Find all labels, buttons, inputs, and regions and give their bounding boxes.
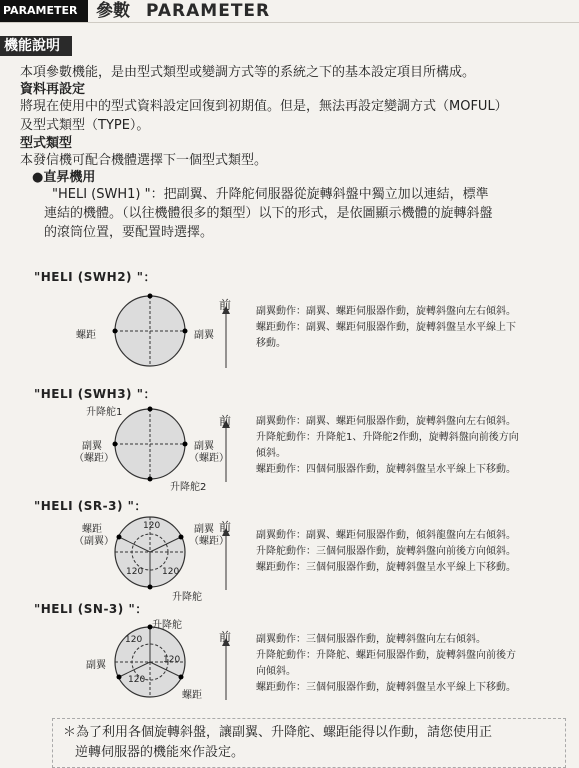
sn3-desc-3: 向傾斜。 (256, 666, 296, 677)
label-pitch-left: （螺距） (74, 453, 114, 464)
label-angle: 120 (163, 655, 181, 665)
sr3-desc-3: 螺距動作：三個伺服器作動，旋轉斜盤呈水平線上下移動。 (256, 562, 516, 573)
sn3-desc-4: 螺距動作：三個伺服器作動，旋轉斜盤呈水平線上下移動。 (256, 682, 516, 693)
sr3-title: "HELI (SR-3) "： (34, 499, 147, 513)
label-aileron-right: 副翼 (194, 441, 214, 452)
label-angle: 120 (125, 635, 143, 645)
model-type-text: 本發信機可配合機體選擇下一個型式類型。 (20, 153, 268, 168)
note-box (52, 718, 566, 768)
heli-text-3: 的滾筒位置，要配置時選擇。 (44, 225, 214, 240)
sr3-desc-2: 升降舵動作：三個伺服器作動，旋轉斜盤向前後方向傾斜。 (256, 546, 516, 557)
swh3-desc-3: 傾斜。 (256, 448, 286, 459)
swh2-desc-1: 副翼動作：副翼、螺距伺服器作動，旋轉斜盤向左右傾斜。 (256, 306, 516, 317)
swh2-desc-2: 螺距動作：副翼、螺距伺服器作動，旋轉斜盤呈水平線上下 (256, 322, 516, 333)
label-pitch: 螺距 (182, 690, 202, 701)
label-elevator: 升降舵 (172, 592, 202, 603)
reset-text-2: 及型式類型（TYPE）。 (20, 118, 150, 133)
label-front: 前 (219, 520, 232, 534)
swh2-title: "HELI (SWH2) "： (34, 270, 156, 284)
note-line-2: 逆轉伺服器的機能來作設定。 (75, 745, 245, 760)
sn3-desc-2: 升降舵動作：升降舵、螺距伺服器作動，旋轉斜盤向前後方 (256, 650, 516, 661)
page-header (0, 0, 579, 23)
label-aileron-left: （副翼） (74, 536, 114, 547)
heli-text-2: 連結的機體。（以往機體很多的類型）以下的形式，是依圖顯示機體的旋轉斜盤 (44, 206, 493, 221)
label-elevator: 升降舵 (152, 620, 182, 631)
swh3-desc-1: 副翼動作：副翼、螺距伺服器作動，旋轉斜盤向左右傾斜。 (256, 416, 516, 427)
header-tag: PARAMETER (0, 0, 88, 22)
servo-pitch (113, 329, 118, 334)
servo-aileron (183, 329, 188, 334)
label-elevator2: 升降舵2 (170, 482, 207, 493)
header-title-zh: 參數 (96, 1, 130, 21)
label-angle: 120 (126, 567, 144, 577)
swh3-desc-2: 升降舵動作：升降舵1、升降舵2作動，旋轉斜盤向前後方向 (256, 432, 519, 443)
label-pitch-right: （螺距） (189, 536, 229, 547)
note-line-1: ＊為了利用各個旋轉斜盤，讓副翼、升降舵、螺距能得以作動，請您使用正 (63, 725, 493, 740)
heli-heading: ●直昇機用 (32, 170, 96, 185)
sr3-desc-1: 副翼動作：副翼、螺距伺服器作動，傾斜龍盤向左右傾斜。 (256, 530, 516, 541)
label-aileron: 副翼 (86, 660, 106, 671)
label-aileron-right: 副翼 (194, 524, 214, 535)
swh3-desc-4: 螺距動作：四個伺服器作動，旋轉斜盤呈水平線上下移動。 (256, 464, 516, 475)
reset-heading: 資料再設定 (20, 82, 86, 97)
label-elevator1: 升降舵1 (86, 407, 123, 418)
swh2-desc-3: 移動。 (256, 338, 286, 349)
label-angle: 120 (128, 675, 146, 685)
swh3-title: "HELI (SWH3) "： (34, 387, 156, 401)
label-pitch-right: （螺距） (189, 453, 229, 464)
label-front: 前 (219, 298, 232, 312)
sn3-desc-1: 副翼動作：三個伺服器作動，旋轉斜盤向左右傾斜。 (256, 634, 486, 645)
header-title-en: PARAMETER (146, 1, 271, 21)
heli-text-1: "HELI (SWH1) "：把副翼、升降舵伺服器從旋轉斜盤中獨立加以連結，標準 (52, 187, 489, 202)
label-pitch-left: 螺距 (82, 524, 102, 535)
label-aileron-left: 副翼 (82, 441, 102, 452)
reset-text-1: 將現在使用中的型式資料設定回復到初期值。但是，無法再設定變調方式（MOFUL） (20, 99, 508, 114)
sn3-title: "HELI (SN-3) "： (34, 602, 148, 616)
model-type-heading: 型式類型 (20, 136, 73, 151)
label-aileron: 副翼 (194, 330, 214, 341)
section-title: 機能說明 (0, 36, 72, 56)
label-angle: 120 (143, 521, 161, 531)
label-angle: 120 (162, 567, 180, 577)
label-pitch: 螺距 (76, 330, 96, 341)
intro-text: 本項參數機能，是由型式類型或變調方式等的系統之下的基本設定項目所構成。 (20, 65, 476, 80)
label-front: 前 (219, 630, 232, 644)
label-front: 前 (219, 414, 232, 428)
